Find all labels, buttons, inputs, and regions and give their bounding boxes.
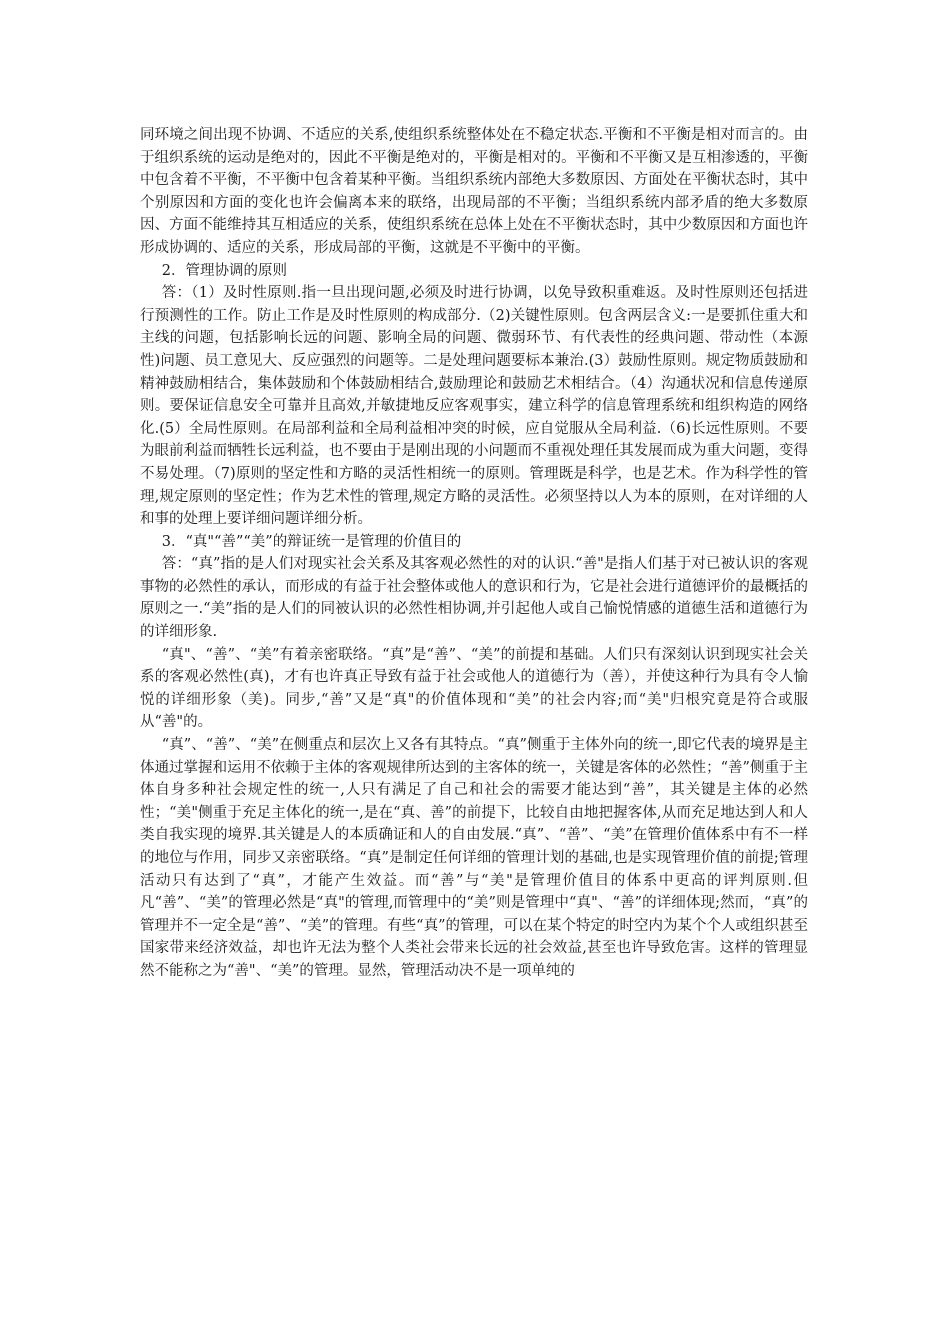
paragraph-relationship: “真"、“善”、“美”有着亲密联络。“真”是“善”、“美”的前提和基础。人们只有深刻认识到现实社会关系的客观必然性(真)，才有也许真正导致有益于社会或他人的道德行为（善），并使这种行为具有令人愉悦的详细形象（美)。同步,“善”又是“真"的价值体现和“美”的社会内容;而“美"归根究竟是符合或服从“善"的。: [140, 646, 808, 731]
document-body: [140, 124, 808, 983]
paragraph-balance: 同环境之间出现不协调、不适应的关系,使组织系统整体处在不稳定状态.平衡和不平衡是相对而言的。由于组织系统的运动是绝对的，因此不平衡是绝对的，平衡是相对的。平衡和不平衡又是互相渗透的，平衡中包含着不平衡，不平衡中包含着某种平衡。当组织系统内部绝大多数原因、方面处在平衡状态时，其中个别原因和方面的变化也许会偏离本来的联络，出现局部的不平衡；当组织系统内部矛盾的绝大多数原因、方面不能维持其互相适应的关系，使组织系统在总体上处在不平衡状态时，其中少数原因和方面也许形成协调的、适应的关系，形成局部的平衡，这就是不平衡中的平衡。: [140, 127, 808, 256]
paragraph-definitions: 答：“真”指的是人们对现实社会关系及其客观必然性的对的认识.“善"是指人们基于对已被认识的客观事物的必然性的承认，而形成的有益于社会整体或他人的意识和行为，它是社会进行道德评价的最概括的原则之一.“美”指的是人们的同被认识的必然性相协调,并引起他人或自己愉悦情感的道德生活和道德行为的详细形象.: [140, 556, 808, 641]
heading-truth-goodness-beauty: 3．“真"“善”“美”的辩证统一是管理的价值目的: [161, 533, 462, 550]
paragraph-coordination-answer: 答：（1）及时性原则.指一旦出现问题,必须及时进行协调，以免导致积重难返。及时性原则还包括进行预测性的工作。防止工作是及时性原则的构成部分.（2)关键性原则。包含两层含义:一是要抓住重大和主线的问题，包括影响长远的问题、影响全局的问题、微弱环节、有代表性的经典问题、带动性（本源性)问题、员工意见大、反应强烈的问题等。二是处理问题要标本兼治.(3）鼓励性原则。规定物质鼓励和精神鼓励相结合，集体鼓励和个体鼓励相结合,鼓励理论和鼓励艺术相结合。（4）沟通状况和信息传递原则。要保证信息安全可靠并且高效,并敏捷地反应客观事实，建立科学的信息管理系统和组织构造的网络化.(5）全局性原则。在局部利益和全局利益相冲突的时候，应自觉服从全局利益.（6)长远性原则。不要为眼前利益而牺牲长远利益，也不要由于是刚出现的小问题而不重视处理任其发展而成为重大问题，变得不易处理。（7)原则的坚定性和方略的灵活性相统一的原则。管理既是科学，也是艺术。作为科学性的管理,规定原则的坚定性；作为艺术性的管理,规定方略的灵活性。必须坚持以人为本的原则，在对详细的人和事的处理上要详细问题详细分析。: [140, 285, 808, 528]
heading-coordination-principles: 2．管理协调的原则: [161, 262, 287, 279]
paragraph-characteristics: “真”、“善”、“美”在侧重点和层次上又各有其特点。“真”侧重于主体外向的统一,即它代表的境界是主体通过掌握和运用不依赖于主体的客观规律所达到的主客体的统一，关键是客体的必然性；“善”侧重于主体自身多种社会规定性的统一,人只有满足了自己和社会的需要才能达到“善”，其关键是主体的必然性；“美"侧重于充足主体化的统一,是在“真、善”的前提下，比较自由地把握客体,从而充足地达到人和人类自我实现的境界.其关键是人的本质确证和人的自由发展.“真”、“善”、“美”在管理价值体系中有不一样的地位与作用，同步又亲密联络。“真”是制定任何详细的管理计划的基础,也是实现管理价值的前提;管理活动只有达到了“真”，才能产生效益。而“善”与“美"是管理价值目的体系中更高的评判原则.但凡“善”、“美”的管理必然是“真"的管理,而管理中的“美”则是管理中“真"、“善”的详细体现;然而，“真”的管理并不一定全是“善”、“美”的管理。有些“真”的管理，可以在某个特定的时空内为某个个人或组织甚至国家带来经济效益，却也许无法为整个人类社会带来长远的社会效益,甚至也许导致危害。这样的管理显然不能称之为“善"、“美”的管理。显然，管理活动决不是一项单纯的: [140, 737, 808, 979]
